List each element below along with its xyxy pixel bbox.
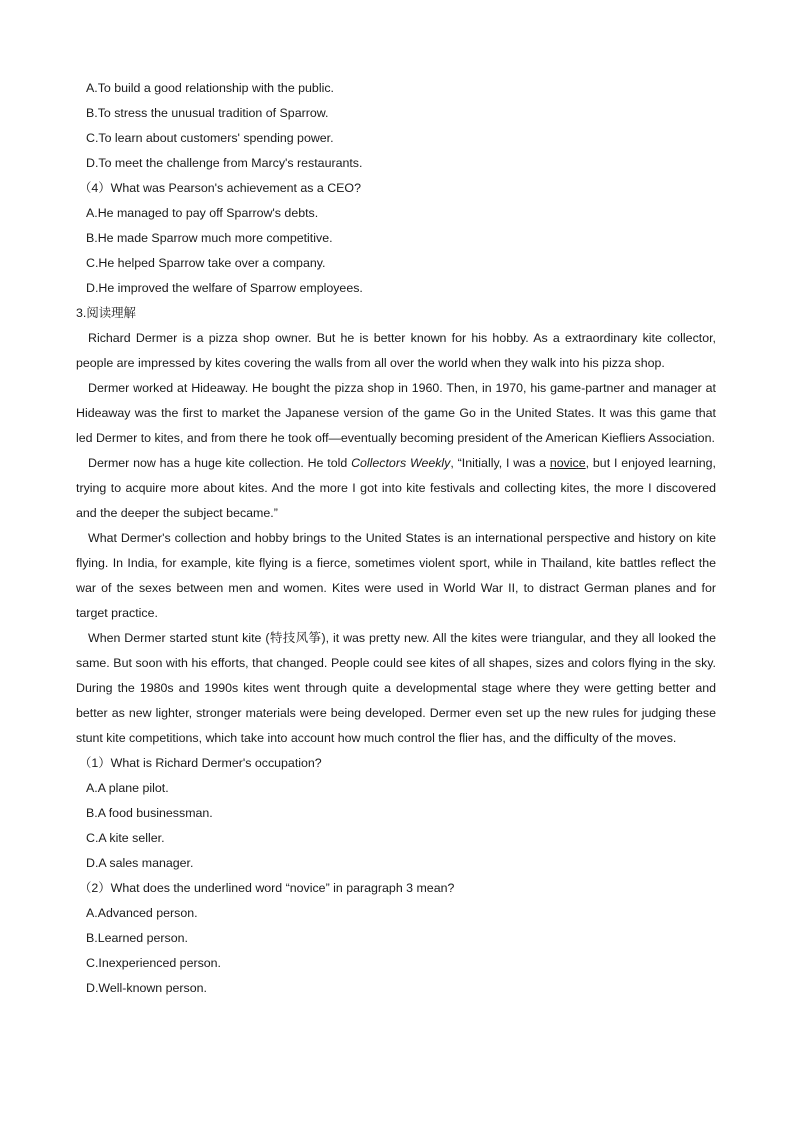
q4-option-a: A.He managed to pay off Sparrow's debts. [86,206,319,220]
section-heading: 3.阅读理解 [76,306,136,320]
question-2-stem: （2）What does the underlined word “novice” in paragraph 3 mean? [79,881,455,895]
paragraph-1: Richard Dermer is a pizza shop owner. But he is better known for his hobby. As a extraordinary kite collector, people are impressed by kites covering the walls from all over the world when they walk into his pizza shop. [76,331,716,370]
q1-option-a: A.A plane pilot. [86,781,169,795]
paragraph-3-part-3: , but I enjoyed learning, trying to acquire more about kites. And the more I got into kite festivals and collecting kites, the more I discovered and the deeper the subject became.” [76,456,716,520]
document-content [76,76,716,1001]
q4-option-b: B.He made Sparrow much more competitive. [86,231,333,245]
paragraph-3-part-1: Dermer now has a huge kite collection. He told [88,456,352,470]
paragraph-4: What Dermer's collection and hobby brings to the United States is an international perspective and history on kite flying. In India, for example, kite flying is a fierce, sometimes violent sport, while in Thailand, kite battles reflect the war of the sexes between men and women. Kites were used in World War II, to distract German planes and for target practice. [76,531,716,620]
q4-option-c: C.He helped Sparrow take over a company. [86,256,326,270]
paragraph-3 [76,451,716,526]
q2-option-d: D.Well-known person. [86,981,207,995]
paragraph-2: Dermer worked at Hideaway. He bought the pizza shop in 1960. Then, in 1970, his game-partner and manager at Hideaway was the first to market the Japanese version of the game Go in the United States. It was this game that led Dermer to kites, and from there he took off—eventually becoming president of the American Kiefliers Association. [76,381,716,445]
q2-option-a: A.Advanced person. [86,906,198,920]
magazine-title: Collectors Weekly [351,456,451,470]
paragraph-3-part-2: , “Initially, I was a [450,456,550,470]
paragraph-5: When Dermer started stunt kite (特技风筝), it was pretty new. All the kites were triangular, and they all looked the same. But soon with his efforts, that changed. People could see kites of all shapes, sizes and colors flying in the sky. During the 1980s and 1990s kites went through quite a developmental stage where they were getting better and better as new lighter, stronger materials were being developed. Dermer even set up the new rules for judging these stunt kite competitions, which take into account how much control the flier has, and the difficulty of the moves. [76,631,716,745]
q1-option-d: D.A sales manager. [86,856,194,870]
q1-option-b: B.A food businessman. [86,806,213,820]
question-1-stem: （1）What is Richard Dermer's occupation? [79,756,322,770]
option-c: C.To learn about customers' spending power. [86,131,334,145]
option-d: D.To meet the challenge from Marcy's restaurants. [86,156,363,170]
option-b: B.To stress the unusual tradition of Sparrow. [86,106,329,120]
q1-option-c: C.A kite seller. [86,831,165,845]
q4-option-d: D.He improved the welfare of Sparrow employees. [86,281,363,295]
option-a: A.To build a good relationship with the public. [86,81,334,95]
q2-option-b: B.Learned person. [86,931,188,945]
question-4-stem: （4）What was Pearson's achievement as a CEO? [79,181,361,195]
underlined-word: novice [549,456,586,470]
q2-option-c: C.Inexperienced person. [86,956,222,970]
